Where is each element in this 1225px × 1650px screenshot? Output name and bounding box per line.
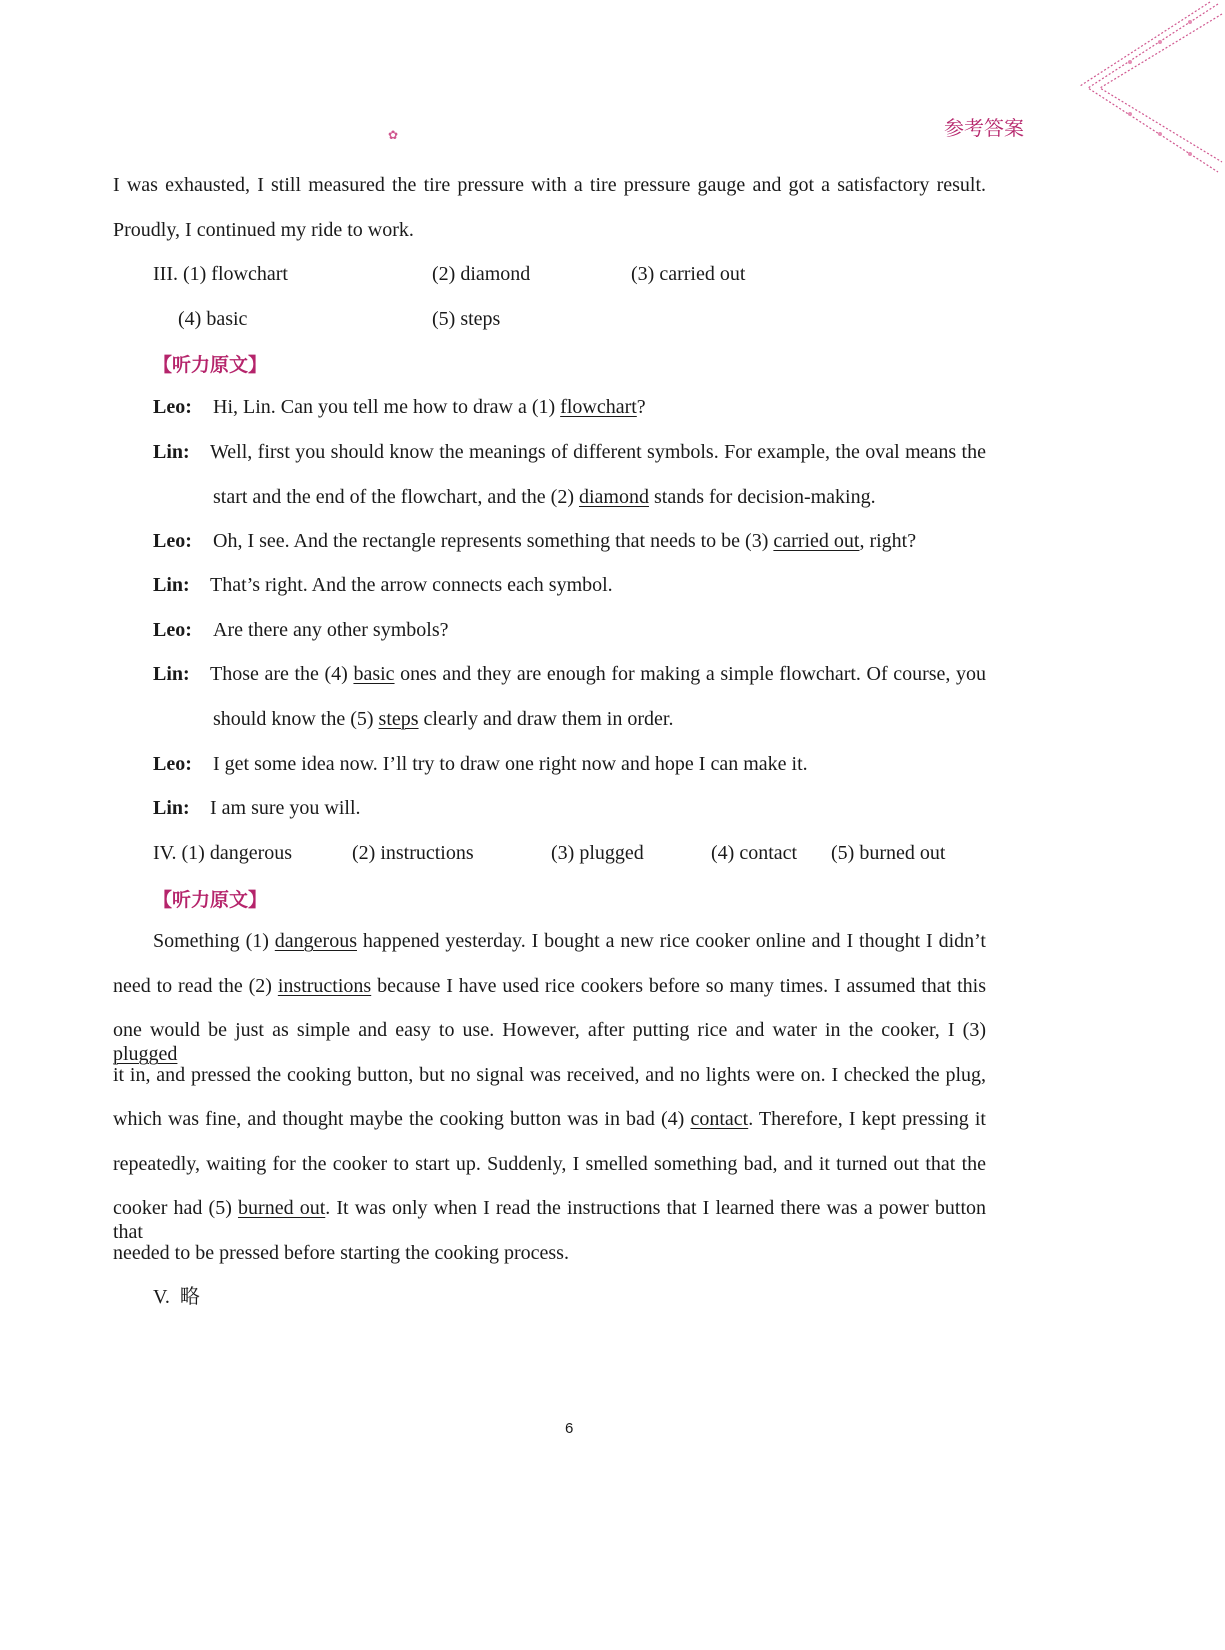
passage-text: which was fine, and thought maybe the cooking button was in bad (4) bbox=[113, 1108, 691, 1130]
answer-underline: burned out bbox=[238, 1197, 326, 1219]
passage-line bbox=[153, 929, 986, 953]
dialogue-line bbox=[153, 573, 613, 597]
speaker-label: Leo: bbox=[153, 530, 192, 552]
answer-underline: basic bbox=[353, 663, 395, 685]
passage-line bbox=[113, 1018, 986, 1066]
passage-text: need to read the (2) bbox=[113, 975, 278, 997]
dialogue-text: ? bbox=[636, 396, 646, 418]
passage-text: because I have used rice cookers before so many times. I assumed that this bbox=[371, 975, 987, 997]
passage-line bbox=[113, 974, 986, 998]
passage-text: one would be just as simple and easy to use. However, after putting rice and water in the cooker, I (3) bbox=[113, 1019, 986, 1041]
speaker-label: Lin: bbox=[153, 441, 190, 463]
passage-text: . It was only when I read the instructions that I learned there was a power button that bbox=[113, 1197, 987, 1243]
dialogue-text: Are there any other symbols? bbox=[213, 619, 449, 641]
dialogue-text: clearly and draw them in order. bbox=[418, 708, 674, 730]
speaker-label: Lin: bbox=[153, 797, 190, 819]
passage-line bbox=[113, 1196, 986, 1244]
section4-answer-2: (2) instructions bbox=[352, 842, 474, 864]
page-number: 6 bbox=[565, 1420, 574, 1437]
passage-text: it in, and pressed the cooking button, but no signal was received, and no lights were on. I checked the plug, bbox=[113, 1064, 986, 1086]
dialogue-line bbox=[153, 618, 448, 642]
answer-underline: carried out bbox=[773, 530, 860, 552]
dialogue-line bbox=[153, 395, 646, 419]
speaker-label: Leo: bbox=[153, 396, 192, 418]
dialogue-text: ones and they are enough for making a simple flowchart. Of course, you bbox=[394, 663, 986, 685]
passage-line bbox=[113, 1107, 986, 1131]
dialogue-text: Those are the (4) bbox=[210, 663, 354, 685]
section3-answer-1: III. (1) flowchart bbox=[153, 263, 288, 285]
page-header-title: 参考答案 bbox=[944, 116, 1024, 140]
dialogue-text: start and the end of the flowchart, and the (2) bbox=[213, 486, 579, 508]
answer-underline: instructions bbox=[277, 975, 372, 997]
answer-underline: dangerous bbox=[274, 930, 357, 952]
dialogue-line bbox=[153, 796, 361, 820]
dialogue-text: Oh, I see. And the rectangle represents something that needs to be (3) bbox=[213, 530, 774, 552]
passage-text: . Therefore, I kept pressing it bbox=[748, 1108, 986, 1130]
dialogue-text: , right? bbox=[859, 530, 917, 552]
answer-underline: flowchart bbox=[560, 396, 637, 418]
answer-underline: steps bbox=[378, 708, 419, 730]
section3-listening-label: 【听力原文】 bbox=[153, 354, 268, 376]
passage-text: repeatedly, waiting for the cooker to start up. Suddenly, I smelled something bad, and it turned out that the bbox=[113, 1153, 986, 1175]
section3-answer-5: (5) steps bbox=[432, 308, 501, 330]
dialogue-text: Well, first you should know the meanings of different symbols. For example, the oval means the bbox=[210, 441, 986, 463]
passage-line bbox=[113, 1241, 569, 1265]
passage-text: cooker had (5) bbox=[113, 1197, 239, 1219]
dialogue-text: Hi, Lin. Can you tell me how to draw a (1) bbox=[213, 396, 561, 418]
section4-answer-4: (4) contact bbox=[711, 842, 798, 864]
dialogue-line bbox=[153, 752, 808, 776]
intro-line-2: Proudly, I continued my ride to work. bbox=[113, 219, 414, 241]
dialogue-continuation bbox=[213, 485, 876, 509]
passage-line bbox=[113, 1152, 986, 1176]
dialogue-line bbox=[153, 440, 986, 464]
dialogue-continuation bbox=[213, 707, 673, 731]
speaker-label: Lin: bbox=[153, 663, 190, 685]
dialogue-line bbox=[153, 662, 986, 686]
corner-ornament bbox=[1070, 0, 1225, 175]
passage-text: needed to be pressed before starting the cooking process. bbox=[113, 1242, 569, 1264]
dialogue-text: I get some idea now. I’ll try to draw one right now and hope I can make it. bbox=[213, 753, 808, 775]
speaker-label: Lin: bbox=[153, 574, 190, 596]
section3-answer-2: (2) diamond bbox=[432, 263, 531, 285]
speaker-label: Leo: bbox=[153, 753, 192, 775]
section4-answer-5: (5) burned out bbox=[831, 842, 946, 864]
answer-underline: contact bbox=[690, 1108, 749, 1130]
dialogue-text: I am sure you will. bbox=[210, 797, 361, 819]
intro-line-1: I was exhausted, I still measured the tire pressure with a tire pressure gauge and got a satisfactory result. bbox=[113, 174, 986, 196]
passage-text: Something (1) bbox=[153, 930, 275, 952]
section4-answer-1: IV. (1) dangerous bbox=[153, 842, 293, 864]
section4-listening-label: 【听力原文】 bbox=[153, 889, 268, 911]
section3-answer-3: (3) carried out bbox=[631, 263, 746, 285]
section4-answer-3: (3) plugged bbox=[551, 842, 644, 864]
dialogue-text: should know the (5) bbox=[213, 708, 379, 730]
dialogue-line bbox=[153, 529, 916, 553]
answer-underline: diamond bbox=[578, 486, 649, 508]
dialogue-text: That’s right. And the arrow connects each symbol. bbox=[210, 574, 613, 596]
small-flower-icon: ✿ bbox=[388, 128, 399, 142]
dialogue-text: stands for decision-making. bbox=[648, 486, 876, 508]
answer-underline: plugged bbox=[113, 1043, 178, 1065]
section3-answer-4: (4) basic bbox=[178, 308, 248, 330]
passage-text: happened yesterday. I bought a new rice cooker online and I thought I didn’t bbox=[356, 930, 986, 952]
passage-line bbox=[113, 1063, 986, 1087]
speaker-label: Leo: bbox=[153, 619, 192, 641]
section5-answer: V. 略 bbox=[153, 1286, 200, 1308]
